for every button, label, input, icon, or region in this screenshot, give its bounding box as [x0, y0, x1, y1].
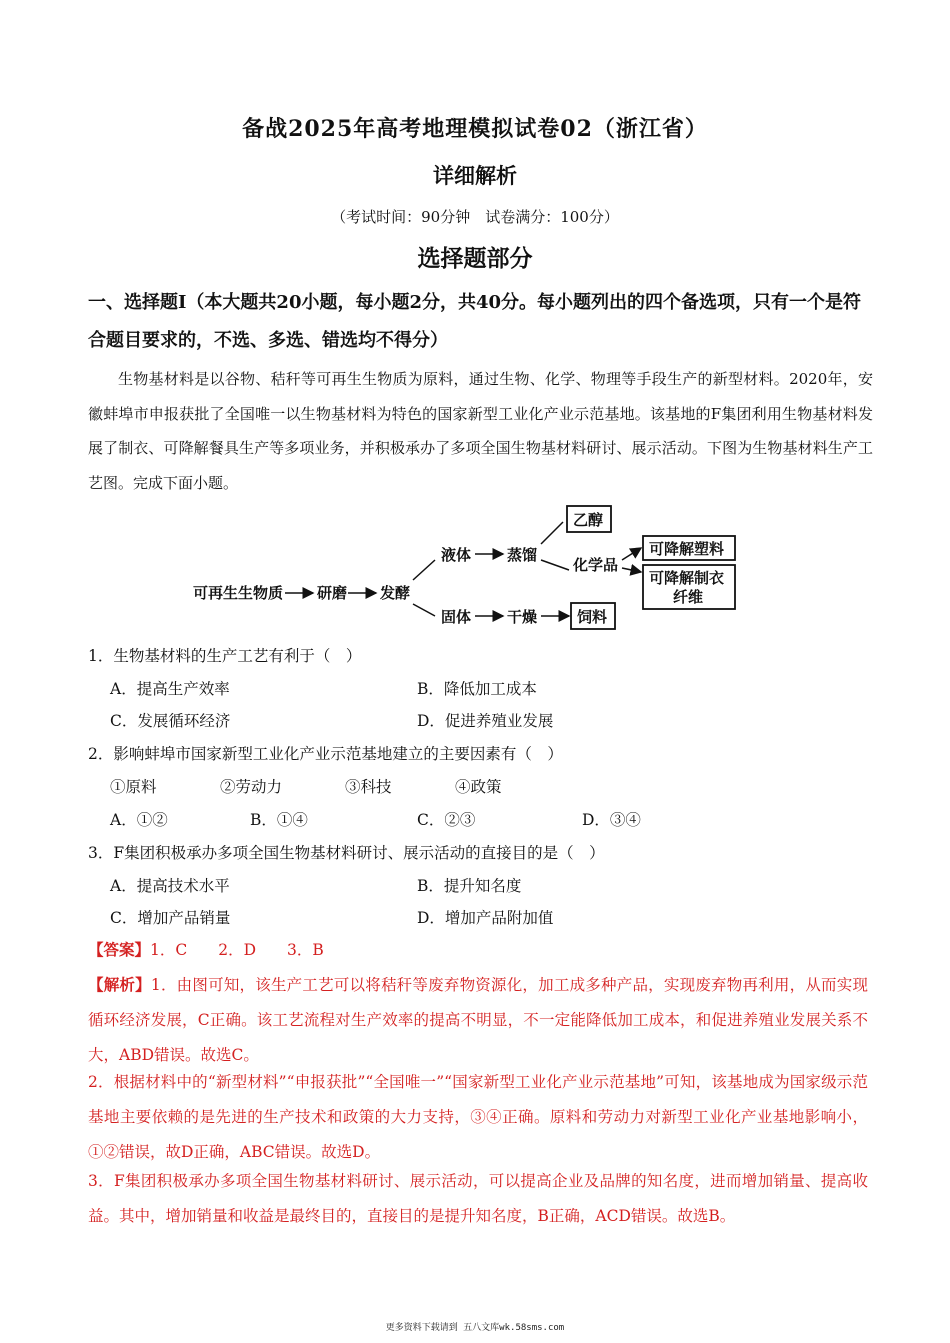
question-2-item-2: ②劳动力 [220, 778, 283, 796]
question-3-option-c: C．增加产品销量 [110, 909, 231, 927]
exam-info: （考试时间：90分钟 试卷满分：100分） [331, 208, 619, 226]
node-feed: 饲料 [577, 608, 608, 626]
answer-text: 1．C 2．D 3．B [150, 941, 324, 959]
question-3-option-a: A．提高技术水平 [110, 877, 230, 895]
node-source: 可再生生物质 [193, 584, 284, 602]
node-ferment: 发酵 [380, 584, 411, 602]
question-3-option-b: B．提升知名度 [417, 877, 522, 895]
analysis-text-1: 1．由图可知，该生产工艺可以将秸秆等废弃物资源化，加工成多种产品，实现废弃物再利用，从而实现循环经济发展，C正确。该工艺流程对生产效率的提高不明显，不一定能降低加工成本，和促进养殖业发展关系不大，ABD错误。故选C。 [88, 976, 868, 1064]
node-fiber-line2: 纤维 [673, 588, 704, 606]
node-plastic: 可降解塑料 [649, 540, 725, 558]
question-1-stem: 1．生物基材料的生产工艺有利于（ ） [88, 647, 362, 665]
question-2-option-b: B．①④ [250, 811, 308, 829]
question-1-option-a: A．提高生产效率 [110, 680, 230, 698]
analysis-tag: 【解析】 [88, 975, 151, 994]
node-grind: 研磨 [317, 584, 348, 602]
page-subtitle: 详细解析 [433, 163, 517, 188]
arrow-distill-chemical [541, 560, 569, 570]
arrow-distill-ethanol [541, 522, 563, 544]
node-dry: 干燥 [507, 608, 538, 626]
question-2-item-1: ①原料 [110, 778, 157, 796]
node-chemical: 化学品 [573, 556, 619, 574]
node-liquid: 液体 [441, 546, 472, 564]
question-2-item-4: ④政策 [455, 778, 502, 796]
question-2-option-d: D．③④ [582, 811, 641, 829]
node-solid: 固体 [441, 608, 472, 626]
question-1-option-d: D．促进养殖业发展 [417, 712, 554, 730]
node-fiber-line1: 可降解制衣 [649, 569, 725, 587]
arrow-chemical-plastic [622, 548, 641, 560]
arrow-chemical-fiber [622, 568, 641, 572]
page-title: 备战2025年高考地理模拟试卷02（浙江省） [242, 116, 708, 142]
question-2-item-3: ③科技 [345, 778, 392, 796]
question-1-option-b: B．降低加工成本 [417, 680, 537, 698]
question-2-option-a: A．①② [110, 811, 168, 829]
section-title: 选择题部分 [417, 245, 533, 272]
footer-link[interactable]: 更多资料下载请到 五八文库wk.58sms.com [385, 1323, 565, 1333]
analysis-paragraph-3: 3．F集团积极承办多项全国生物基材料研讨、展示活动，可以提高企业及品牌的知名度，进而增加销量、提高收益。其中，增加销量和收益是最终目的，直接目的是提升知名度，B正确，ACD错误。故选B。 [88, 1172, 868, 1225]
part-heading: 一、选择题Ⅰ（本大题共20小题，每小题2分，共40分。每小题列出的四个备选项，只有一个是符合题目要求的，不选、多选、错选均不得分） [88, 292, 862, 351]
question-3-option-d: D．增加产品附加值 [417, 909, 554, 927]
question-3-stem: 3．F集团积极承办多项全国生物基材料研讨、展示活动的直接目的是（ ） [88, 844, 605, 862]
intro-paragraph: 生物基材料是以谷物、秸秆等可再生生物质为原料，通过生物、化学、物理等手段生产的新型材料。2020年，安徽蚌埠市申报获批了全国唯一以生物基材料为特色的国家新型工业化产业示范基地。该基地的F集团利用生物基材料发展了制衣、可降解餐具生产等多项业务，并积极承办了多项全国生物基材料研讨、展示活动。下图为生物基材料生产工艺图。完成下面小题。 [88, 370, 873, 492]
node-ethanol: 乙醇 [573, 511, 604, 529]
node-distill: 蒸馏 [507, 546, 538, 564]
process-diagram [185, 498, 765, 633]
question-1-option-c: C．发展循环经济 [110, 712, 231, 730]
arrow-ferment-liquid [413, 560, 435, 580]
analysis-paragraph-2: 2．根据材料中的“新型材料”“申报获批”“全国唯一”“国家新型工业化产业示范基地”可知，该基地成为国家级示范基地主要依赖的是先进的生产技术和政策的大力支持，③④正确。原料和劳动力对新型工业化产业基地影响小，①②错误，故D正确，ABC错误。故选D。 [88, 1073, 868, 1161]
arrow-ferment-solid [413, 604, 435, 616]
analysis-paragraph-1 [88, 967, 868, 1073]
answer-tag: 【答案】 [88, 940, 151, 959]
question-2-option-c: C．②③ [417, 811, 476, 829]
question-2-stem: 2．影响蚌埠市国家新型工业化产业示范基地建立的主要因素有（ ） [88, 745, 563, 763]
answer-line [88, 938, 324, 960]
